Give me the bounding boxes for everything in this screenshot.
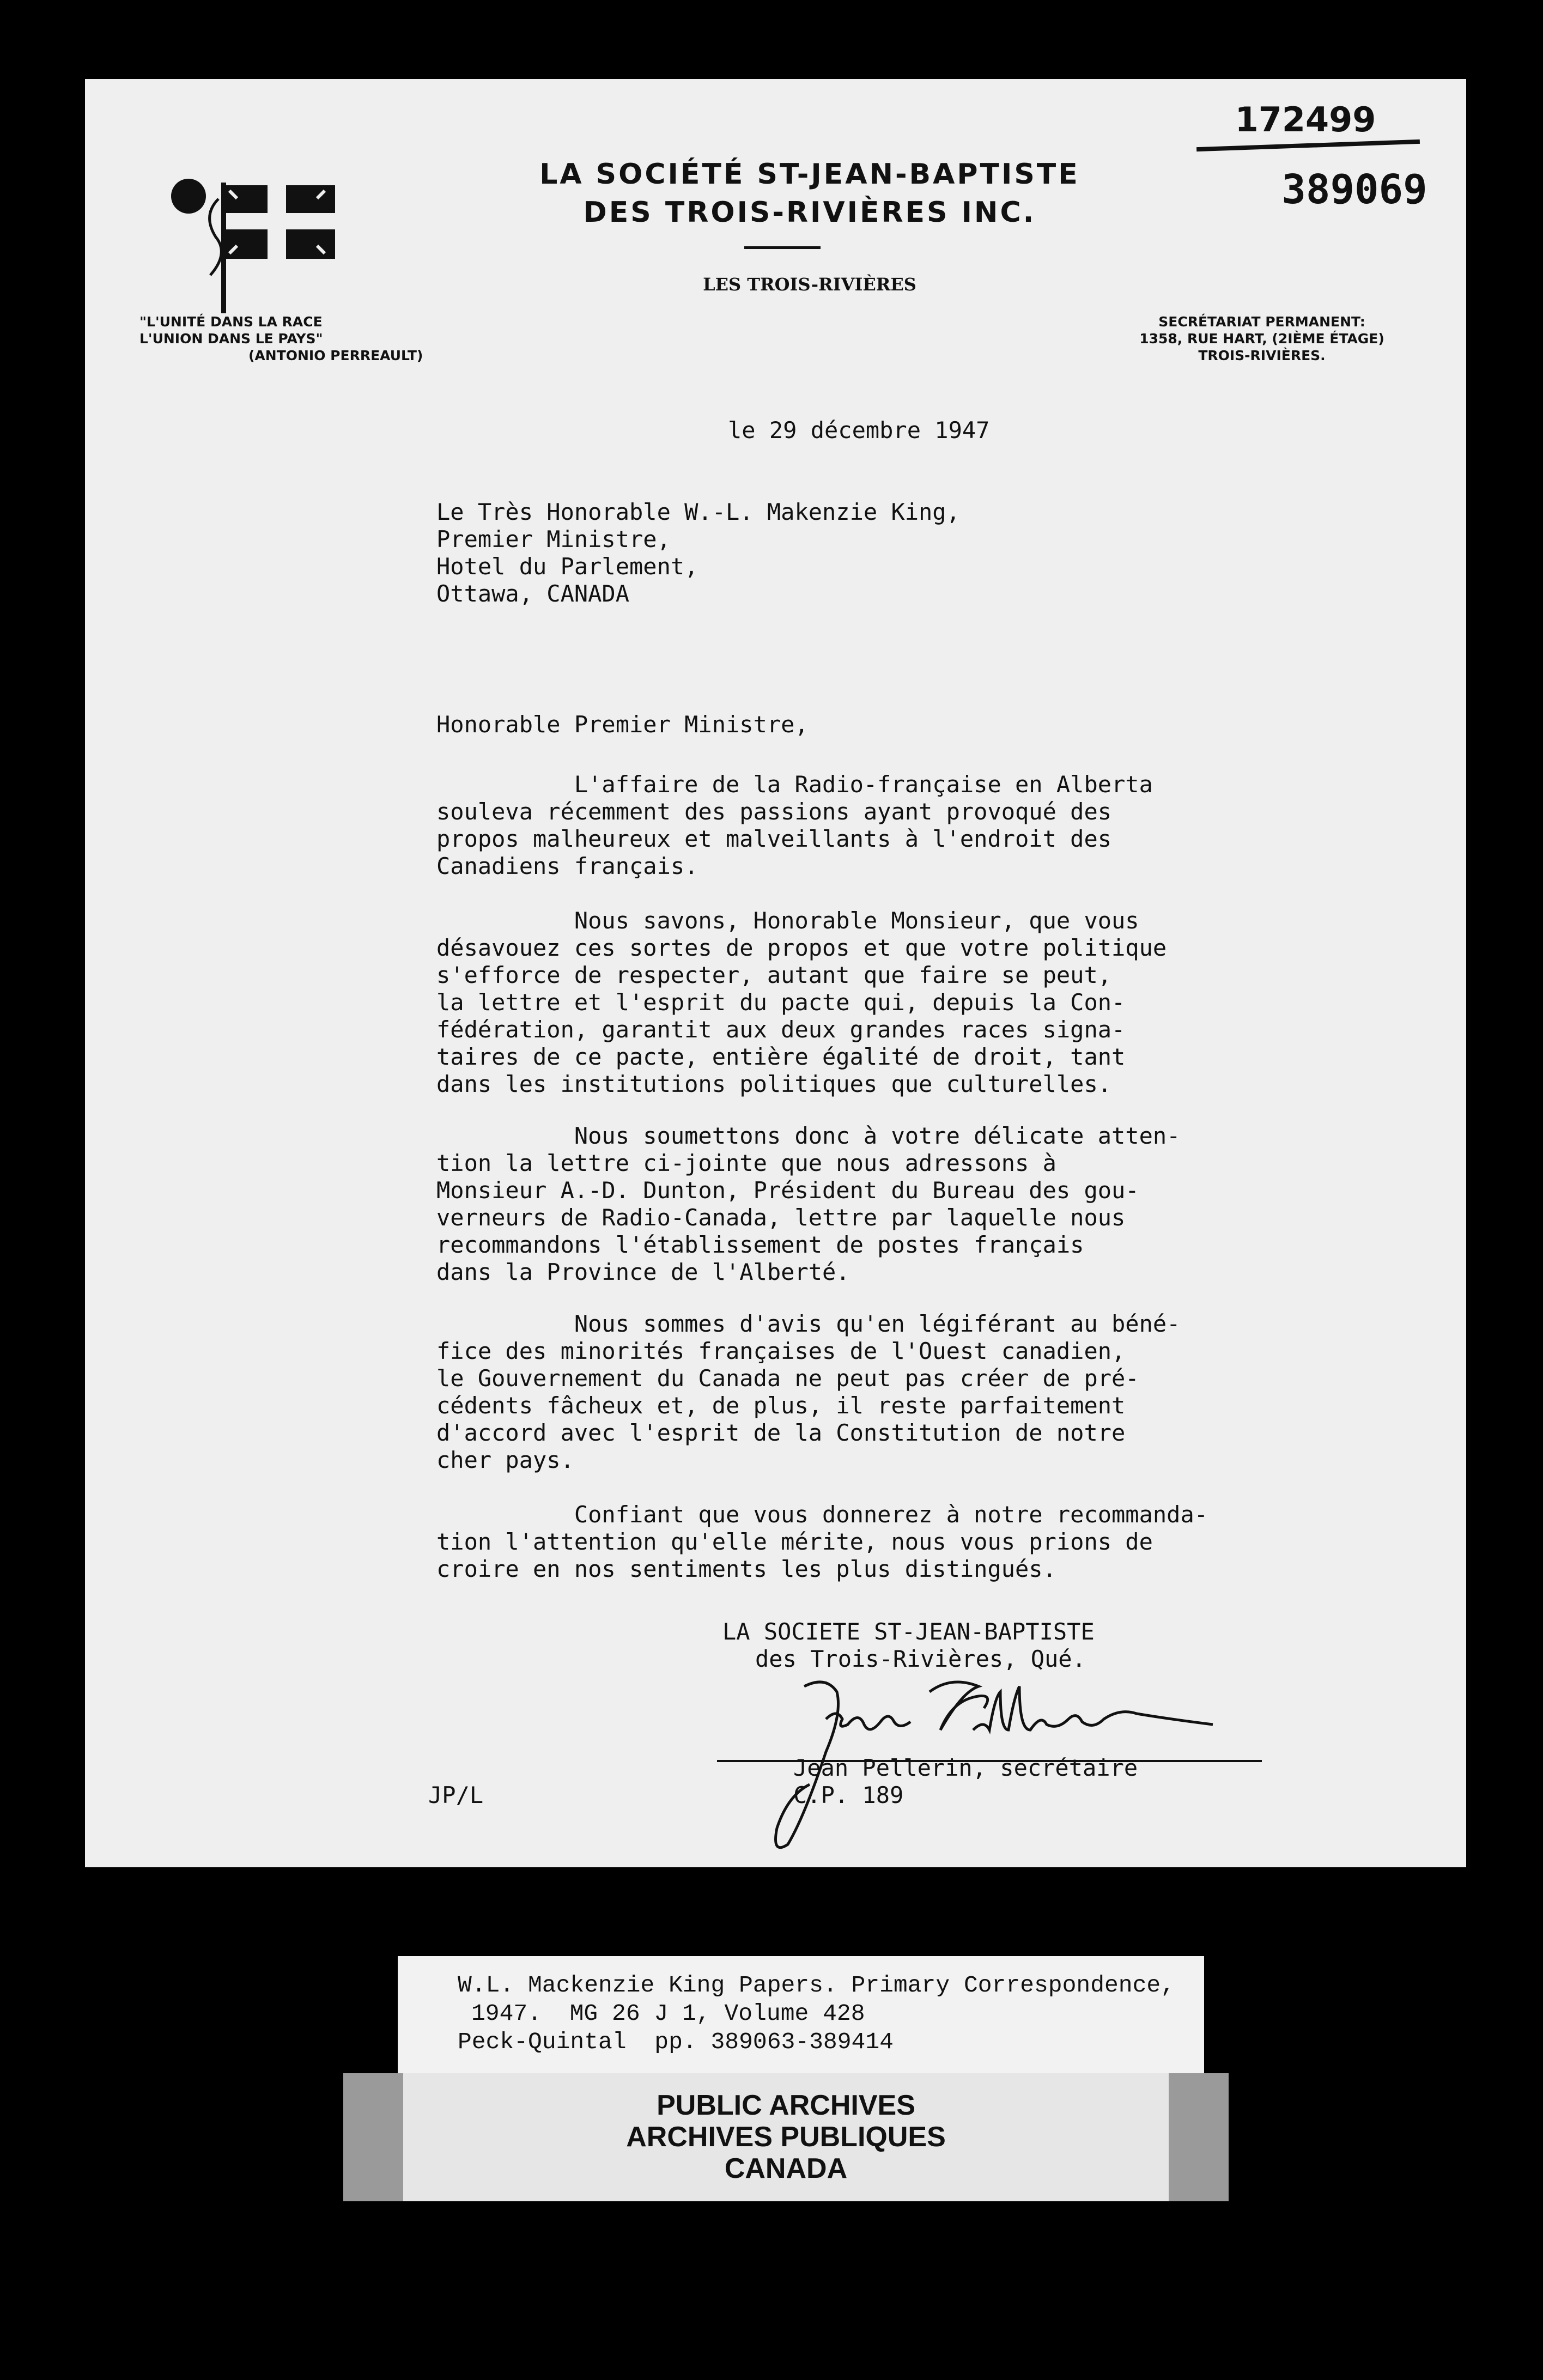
stamp-line: ARCHIVES PUBLIQUES: [626, 2121, 946, 2153]
letterhead-city: LES TROIS-RIVIÈRES: [703, 274, 916, 295]
org-line-1: LA SOCIÉTÉ ST-JEAN-BAPTISTE: [539, 158, 1080, 191]
body-line: tion l'attention qu'elle mérite, nous vous prions de: [436, 1528, 1153, 1555]
recipient-line: Premier Ministre,: [436, 526, 671, 552]
body-line: croire en nos sentiments les plus distingués.: [436, 1556, 1056, 1582]
body-line: Confiant que vous donnerez à notre recommanda-: [436, 1501, 1208, 1528]
body-line: la lettre et l'esprit du pacte qui, depuis la Con-: [436, 989, 1126, 1016]
body-line: Nous savons, Honorable Monsieur, que vous: [436, 907, 1139, 934]
secretariat-address: [1088, 313, 1436, 364]
recipient-line: Le Très Honorable W.-L. Makenzie King,: [436, 499, 960, 525]
citation-line: W.L. Mackenzie King Papers. Primary Correspondence,: [458, 1972, 1175, 1999]
recipient-line: Ottawa, CANADA: [436, 580, 630, 607]
body-line: taires de ce pacte, entière égalité de droit, tant: [436, 1043, 1126, 1070]
stamp-line: PUBLIC ARCHIVES: [657, 2090, 915, 2121]
body-line: désavouez ces sortes de propos et que votre politique: [436, 934, 1167, 961]
paragraph-5: [436, 1501, 1406, 1583]
letter-page: [85, 79, 1466, 1867]
body-line: s'efforce de respecter, autant que faire se peut,: [436, 962, 1112, 988]
reference-number: 389069: [1281, 166, 1427, 213]
body-line: Canadiens français.: [436, 853, 698, 879]
body-line: dans les institutions politiques que culturelles.: [436, 1071, 1112, 1097]
salutation: Honorable Premier Ministre,: [436, 711, 809, 738]
recipient-address: [436, 499, 960, 608]
org-line-2: DES TROIS-RIVIÈRES INC.: [583, 196, 1036, 229]
signer-line: C.P. 189: [793, 1782, 904, 1808]
body-line: recommandons l'établissement de postes français: [436, 1231, 1084, 1258]
paragraph-4: [436, 1310, 1406, 1474]
motto-line-2: L'UNION DANS LE PAYS": [139, 331, 323, 347]
paragraph-1: [436, 771, 1406, 880]
paragraph-3: [436, 1122, 1406, 1286]
citation-line: Peck-Quintal pp. 389063-389414: [458, 2029, 894, 2055]
body-line: fédération, garantit aux deux grandes races signa-: [436, 1016, 1126, 1043]
strikethrough-line: [1196, 139, 1420, 151]
body-line: cédents fâcheux et, de plus, il reste parfaitement: [436, 1392, 1126, 1419]
paragraph-2: [436, 907, 1406, 1098]
struck-reference-number: 172499: [1235, 100, 1376, 139]
typist-initials: JP/L: [428, 1782, 484, 1808]
body-line: cher pays.: [436, 1447, 574, 1473]
body-line: Nous soumettons donc à votre délicate atten-: [436, 1122, 1181, 1149]
archive-citation-label: [398, 1956, 1204, 2073]
stamp-line: CANADA: [724, 2153, 848, 2184]
body-line: L'affaire de la Radio-française en Alberta: [436, 771, 1153, 798]
body-line: Nous sommes d'avis qu'en légiférant au béné-: [436, 1310, 1181, 1337]
body-line: dans la Province de l'Alberté.: [436, 1259, 850, 1285]
body-line: propos malheureux et malveillants à l'endroit des: [436, 825, 1112, 852]
archive-stamp-label: [343, 2073, 1229, 2201]
body-line: Monsieur A.-D. Dunton, Président du Bureau des gou-: [436, 1177, 1139, 1204]
closing-block: [722, 1618, 1095, 1673]
letter-date: le 29 décembre 1947: [728, 417, 990, 444]
body-line: fice des minorités françaises de l'Ouest canadien,: [436, 1338, 1126, 1364]
secretariat-line: SECRÉTARIAT PERMANENT:: [1158, 314, 1365, 330]
organization-title: [423, 155, 1196, 232]
motto: [139, 313, 521, 364]
archives-stamp: [343, 2090, 1229, 2184]
header-divider: [744, 246, 821, 249]
recipient-line: Hotel du Parlement,: [436, 553, 698, 580]
signer-block: [793, 1754, 1138, 1809]
motto-line-1: "L'UNITÉ DANS LA RACE: [139, 314, 323, 330]
closing-line: LA SOCIETE ST-JEAN-BAPTISTE: [722, 1618, 1095, 1645]
closing-line: des Trois-Rivières, Qué.: [755, 1646, 1086, 1672]
citation-line: 1947. MG 26 J 1, Volume 428: [471, 2000, 865, 2027]
body-line: souleva récemment des passions ayant provoqué des: [436, 798, 1112, 825]
body-line: le Gouvernement du Canada ne peut pas créer de pré-: [436, 1365, 1139, 1392]
signer-line: Jean Pellerin, secrétaire: [793, 1754, 1138, 1781]
body-line: tion la lettre ci-jointe que nous adressons à: [436, 1150, 1056, 1176]
secretariat-line: TROIS-RIVIÈRES.: [1198, 348, 1326, 363]
body-line: verneurs de Radio-Canada, lettre par laquelle nous: [436, 1204, 1126, 1231]
body-line: d'accord avec l'esprit de la Constitution de notre: [436, 1419, 1126, 1446]
motto-attribution: (ANTONIO PERREAULT): [248, 348, 423, 363]
secretariat-line: 1358, RUE HART, (2IÈME ÉTAGE): [1139, 331, 1384, 347]
